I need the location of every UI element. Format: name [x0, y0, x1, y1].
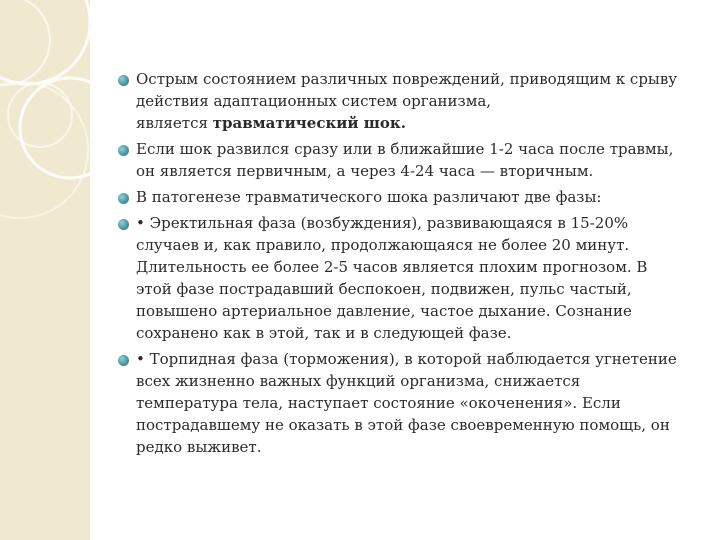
text-line: сохранено как в этой, так и в следующей фазе. [136, 324, 512, 342]
bullet-icon [118, 75, 129, 86]
text-line: • Эректильная фаза (возбуждения), развивающаяся в 15-20% [136, 214, 629, 232]
text-line: действия адаптационных систем организма, [136, 92, 492, 110]
bullet-item [118, 186, 700, 208]
bullet-icon [118, 145, 129, 156]
text-line: редко выживет. [136, 438, 262, 456]
bullet-item [118, 138, 700, 182]
text-line: Острым состоянием различных повреждений, приводящим к срыву [136, 70, 678, 88]
text-line: этой фазе пострадавший беспокоен, подвижен, пульс частый, [136, 280, 632, 298]
bullet-item [118, 68, 700, 134]
bullet-icon [118, 219, 129, 230]
text-line: повышено артериальное давление, частое дыхание. Сознание [136, 302, 632, 320]
text-line: Если шок развился сразу или в ближайшие 1-2 часа после травмы, [136, 140, 674, 158]
decorative-side-panel [0, 0, 90, 540]
bold-term: травматический шок. [212, 114, 406, 132]
text-fragment: является [136, 114, 213, 132]
text-line-mixed [136, 112, 700, 134]
decorative-circles [0, 0, 90, 540]
slide-content [118, 68, 700, 462]
text-line: пострадавшему не оказать в этой фазе своевременную помощь, он [136, 416, 670, 434]
text-line: температура тела, наступает состояние «окоченения». Если [136, 394, 621, 412]
bullet-item [118, 212, 700, 344]
text-line: он является первичным, а через 4-24 часа — вторичным. [136, 162, 594, 180]
bullet-icon [118, 193, 129, 204]
bullet-item [118, 348, 700, 458]
text-line: В патогенезе травматического шока различают две фазы: [136, 188, 602, 206]
bullet-icon [118, 355, 129, 366]
text-line: Длительность ее более 2-5 часов является плохим прогнозом. В [136, 258, 648, 276]
text-line: • Торпидная фаза (торможения), в которой наблюдается угнетение [136, 350, 677, 368]
text-line: всех жизненно важных функций организма, снижается [136, 372, 581, 390]
text-line: случаев и, как правило, продолжающаяся не более 20 минут. [136, 236, 630, 254]
